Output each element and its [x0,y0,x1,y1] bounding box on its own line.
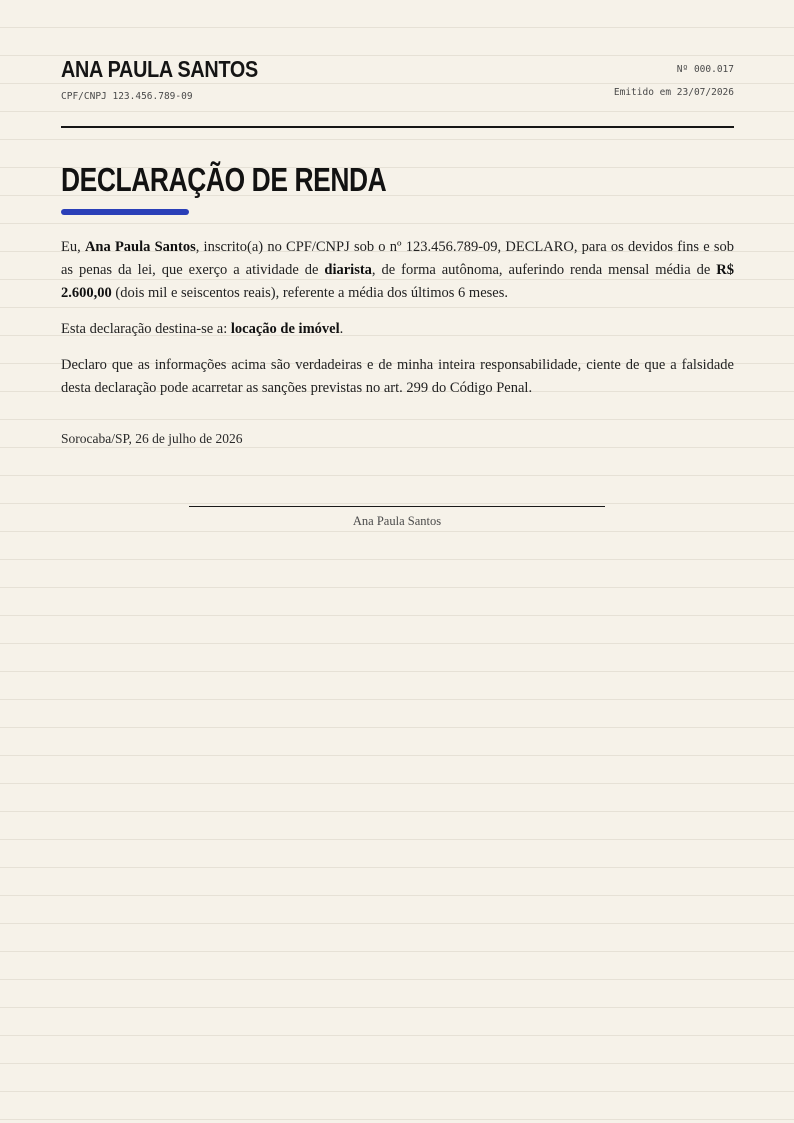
text-segment: . [339,321,344,337]
text-segment: (dois mil e seiscentos reais), referente a média dos últimos 6 meses. [111,285,508,301]
document-page [61,0,735,528]
document-number: Nº 000.017 [676,64,734,75]
text-segment: Esta declaração destina-se a: [61,321,231,337]
income-amount: R$ 2.600,00 [61,262,734,301]
signature-line [189,506,605,507]
signatory-name: Ana Paula Santos [352,514,442,528]
occupation: diarista [324,262,372,278]
text-segment: , inscrito(a) no CPF/CNPJ sob o nº 123.456.789-09, DECLARO, para os devidos fins e sob as penas da lei, que exerço a atividade de [61,239,735,278]
declaration-purpose: locação de imóvel [230,321,340,337]
issuer-name: ANA PAULA SANTOS [61,56,258,82]
declaration-body [61,236,734,413]
responsibility-paragraph: Declaro que as informações acima são verdadeiras e de minha inteira responsabilidade, ciente de que a falsidade desta declaração pode acarretar as sanções previstas no art. 299 do Código Penal. [61,357,734,396]
declarant-name: Ana Paula Santos [84,239,196,255]
title-accent-bar [61,209,189,215]
text-segment: Eu, [61,239,85,255]
issue-date: Emitido em 23/07/2026 [613,87,734,98]
purpose-paragraph [61,318,734,341]
place-and-date: Sorocaba/SP, 26 de julho de 2026 [61,431,243,446]
document-header [61,0,734,128]
document-title: DECLARAÇÃO DE RENDA [61,161,387,198]
text-segment: , de forma autônoma, auferindo renda mensal média de [371,262,717,278]
issuer-tax-id: CPF/CNPJ 123.456.789-09 [61,91,193,102]
declaration-paragraph [61,236,734,305]
